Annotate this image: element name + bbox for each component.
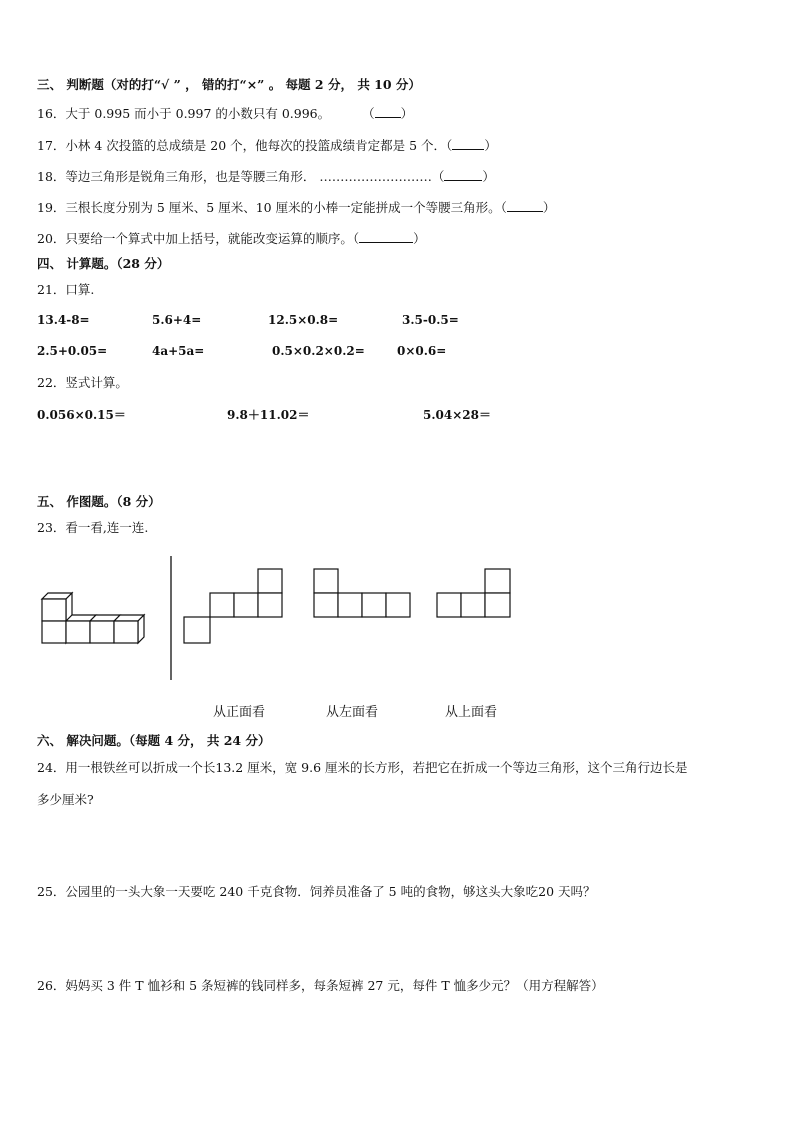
question-24-line-1: 24．用一根铁丝可以折成一个长13.2 厘米，宽 9.6 厘米的长方形，若把它在折成一个等边三角形，这个三角行边长是 — [37, 760, 688, 775]
question-26: 26．妈妈买 3 件 T 恤衫和 5 条短裤的钱同样多，每条短裤 27 元，每件 T 恤多少元？（用方程解答） — [37, 978, 604, 993]
answer-19-blank[interactable] — [507, 199, 543, 212]
figure-divider — [168, 556, 174, 680]
question-23: 23．看一看,连一连. — [37, 520, 149, 535]
section-5-heading: 五、 作图题。（8 分） — [37, 494, 161, 509]
cube-solid-figure — [38, 590, 156, 648]
question-16-text: 16．大于 0.995 而小于 0.997 的小数只有 0.996。 — [37, 106, 331, 121]
cube-front-face — [66, 621, 90, 643]
question-19-text: 19．三根长度分别为 5 厘米、5 厘米、10 厘米的小棒一定能拼成一个等腰三角形。（ — [37, 200, 507, 215]
vertical-calc-item: 0.056×0.15＝ — [37, 408, 126, 422]
oral-calc-item: 5.6+4= — [152, 313, 202, 327]
question-17 — [37, 137, 497, 154]
oral-calc-item: 4a+5a= — [152, 344, 205, 358]
question-18-text: 18．等边三角形是锐角三角形，也是等腰三角形． ………………………（ — [37, 169, 445, 184]
answer-16-open: （ — [362, 106, 375, 121]
answer-18-close: ） — [482, 169, 495, 184]
answer-20-close: ） — [413, 231, 426, 246]
view-label-left[interactable]: 从左面看 — [326, 705, 379, 720]
cube-front-face — [42, 599, 66, 621]
question-17-text: 17．小林 4 次投篮的总成绩是 20 个，他每次的投篮成绩肯定都是 5 个．（ — [37, 138, 453, 153]
section-3-heading: 三、 判断题（对的打“√ ” ， 错的打“×” 。 每题 2 分， 共 10 分） — [37, 77, 421, 92]
view-option-3-figure[interactable] — [434, 566, 516, 622]
vertical-calc-item: 5.04×28＝ — [423, 408, 491, 422]
cube-front-face — [42, 621, 66, 643]
answer-17-close: ） — [484, 138, 497, 153]
oral-calc-item: 12.5×0.8= — [268, 313, 339, 327]
cube-front-face — [90, 621, 114, 643]
cube-top-face — [90, 615, 120, 621]
oral-calc-item: 13.4-8= — [37, 313, 90, 327]
vertical-calc-item: 9.8＋11.02＝ — [227, 408, 310, 422]
answer-20-blank[interactable] — [359, 230, 413, 243]
question-18 — [37, 168, 495, 185]
answer-19-close: ） — [542, 200, 556, 215]
answer-18-blank[interactable] — [444, 168, 482, 181]
question-25: 25．公园里的一头大象一天要吃 240 千克食物．饲养员准备了 5 吨的食物，够这头大象吃20 天吗？ — [37, 884, 596, 899]
view-option-2-figure[interactable] — [311, 566, 415, 622]
section-4-heading: 四、 计算题。（28 分） — [37, 256, 170, 271]
question-20 — [37, 230, 426, 247]
question-22: 22．竖式计算。 — [37, 375, 128, 390]
oral-calc-item: 2.5+0.05= — [37, 344, 108, 358]
oral-calc-item: 0×0.6= — [397, 344, 447, 358]
answer-17-blank[interactable] — [452, 137, 484, 150]
view-option-1-figure[interactable] — [181, 566, 285, 646]
cube-front-face — [114, 621, 138, 643]
question-19 — [37, 199, 555, 216]
oral-calc-item: 0.5×0.2×0.2= — [272, 344, 365, 358]
view-label-front[interactable]: 从正面看 — [213, 705, 266, 720]
question-21: 21．口算. — [37, 282, 95, 297]
oral-calc-item: 3.5-0.5= — [402, 313, 459, 327]
question-20-text: 20．只要给一个算式中加上括号，就能改变运算的顺序。（ — [37, 231, 360, 246]
question-24-line-2: 多少厘米? — [37, 792, 94, 807]
answer-16-blank[interactable] — [375, 105, 401, 118]
question-16 — [37, 105, 413, 122]
view-label-top[interactable]: 从上面看 — [445, 705, 498, 720]
section-6-heading: 六、 解决问题。（每题 4 分， 共 24 分） — [37, 733, 271, 748]
answer-16-close: ） — [400, 106, 414, 121]
